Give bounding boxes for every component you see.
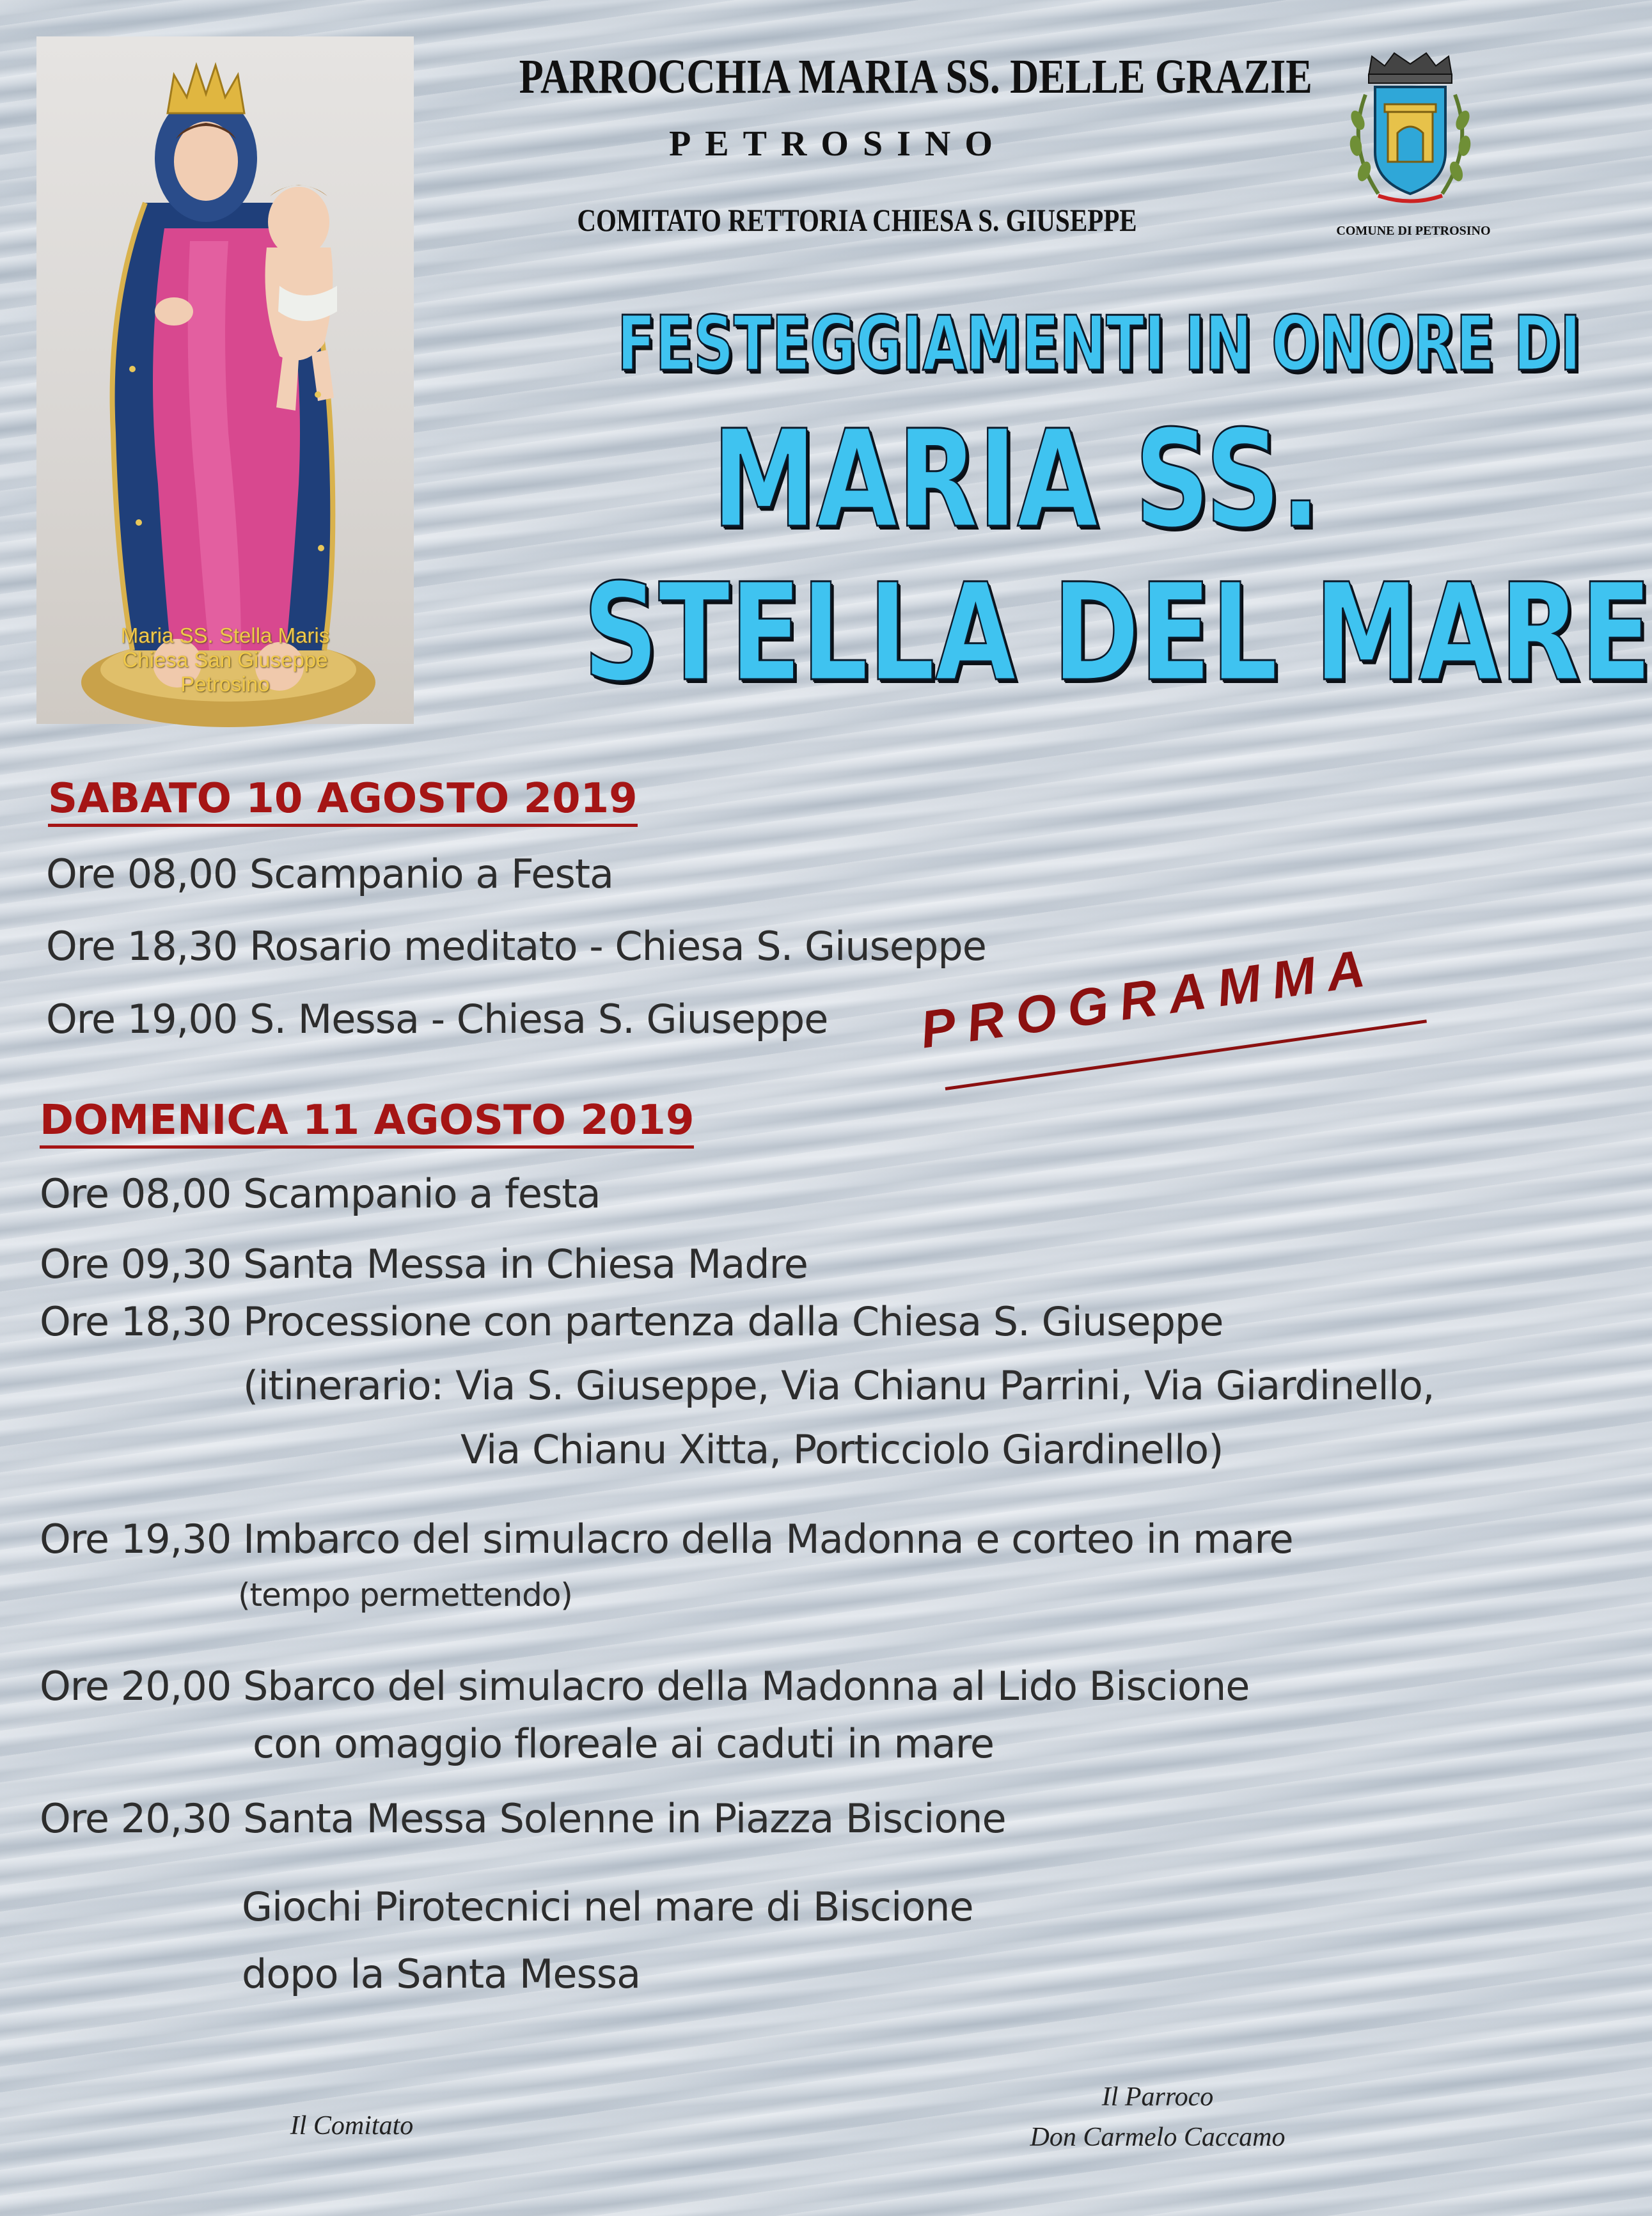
madonna-statue-image (36, 36, 414, 724)
signature-parroco-title: Il Parroco (1101, 2082, 1214, 2112)
coat-of-arms-icon (1340, 50, 1481, 210)
day1-event-1: Ore 08,00 Scampanio a Festa (46, 851, 614, 897)
day2-heading: DOMENICA 11 AGOSTO 2019 (40, 1097, 694, 1149)
day2-event-5: Ore 20,00 Sbarco del simulacro della Madonna al Lido Biscione (40, 1663, 1250, 1709)
signature-committee: Il Comitato (290, 2111, 414, 2141)
day2-itinerary-1: (itinerario: Via S. Giuseppe, Via Chianu Parrini, Via Giardinello, (243, 1362, 1435, 1409)
statue-photo (36, 36, 414, 724)
day2-event-3: Ore 18,30 Processione con partenza dalla Chiesa S. Giuseppe (40, 1298, 1223, 1345)
festival-title-line1: FESTEGGIAMENTI IN ONORE DI (617, 299, 1581, 388)
festival-title-line2: MARIA SS. (712, 401, 1321, 558)
comune-label: COMUNE DI PETROSINO (1336, 224, 1491, 238)
fireworks-line-2: dopo la Santa Messa (242, 1951, 641, 1997)
town-name: PETROSINO (669, 124, 1007, 164)
day2-event-6: Ore 20,30 Santa Messa Solenne in Piazza Biscione (40, 1795, 1006, 1842)
festival-title-line3: STELLA DEL MARE (583, 554, 1652, 711)
signature-parroco-name: Don Carmelo Caccamo (1030, 2123, 1286, 2152)
statue-caption-line3: Petrosino (180, 672, 270, 696)
day2-event-5-detail: con omaggio floreale ai caduti in mare (253, 1720, 995, 1767)
parish-title: PARROCCHIA MARIA SS. DELLE GRAZIE (519, 50, 1312, 104)
day2-event-2: Ore 09,30 Santa Messa in Chiesa Madre (40, 1241, 808, 1287)
committee-title: COMITATO RETTORIA CHIESA S. GIUSEPPE (577, 202, 1137, 238)
fireworks-line-1: Giochi Pirotecnici nel mare di Biscione (242, 1883, 973, 1930)
statue-caption (36, 624, 414, 696)
day2-itinerary-2: Via Chianu Xitta, Porticciolo Giardinello) (460, 1426, 1223, 1473)
day2-weather-note: (tempo permettendo) (238, 1576, 572, 1614)
statue-caption-line1: Maria SS. Stella Maris (120, 624, 330, 647)
day1-event-3: Ore 19,00 S. Messa - Chiesa S. Giuseppe (46, 996, 828, 1042)
day1-heading: SABATO 10 AGOSTO 2019 (48, 775, 638, 827)
day1-event-2: Ore 18,30 Rosario meditato - Chiesa S. Giuseppe (46, 923, 986, 970)
programma-label: PROGRAMMA (916, 938, 1380, 1060)
day2-event-4: Ore 19,30 Imbarco del simulacro della Madonna e corteo in mare (40, 1516, 1293, 1562)
statue-caption-line2: Chiesa San Giuseppe (122, 648, 328, 672)
day2-event-1: Ore 08,00 Scampanio a festa (40, 1170, 601, 1217)
